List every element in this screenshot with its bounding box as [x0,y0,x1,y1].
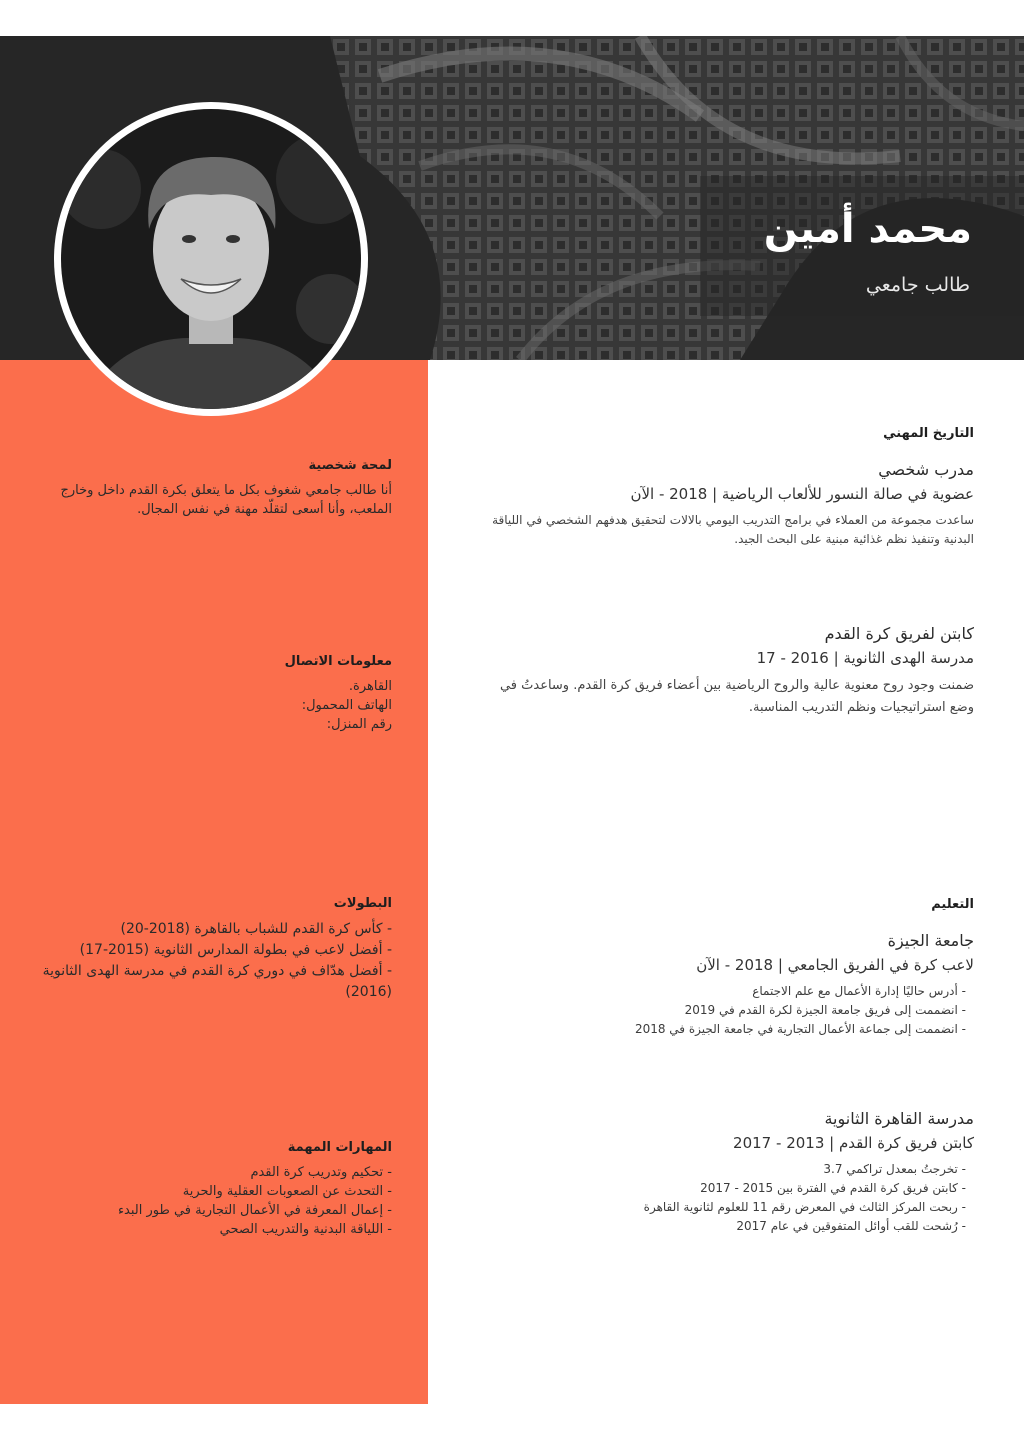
school-title: مدرسة القاهرة الثانوية [824,1109,974,1128]
championship-item: - كأس كرة القدم للشباب بالقاهرة (2018-20) [120,921,392,937]
education-school-1 [480,931,974,1039]
skill-item: - تحكيم وتدريب كرة القدم [250,1165,392,1180]
skills-section [40,1140,392,1239]
school-item: - أدرس حاليًا إدارة الأعمال مع علم الاجتماع [752,984,966,998]
career-heading-block [480,426,974,449]
education-heading: التعليم [931,897,974,912]
career-job-2 [480,624,974,719]
championship-item: - أفضل لاعب في بطولة المدارس الثانوية (2015-17) [79,942,392,958]
school-item: - رُشحت للقب أوائل المتفوقين في عام 2017 [736,1219,966,1233]
job-description: ساعدت مجموعة من العملاء في برامج التدريب اليومي بالالات لتحقيق هدفهم الشخصي في اللياقة البدنية وتنفيذ نظم غذائية مبنية على البحث الجيد. [492,513,974,546]
school-item: - انضممت إلى فريق جامعة الجيزة لكرة القدم في 2019 [684,1003,966,1017]
contact-mobile: الهاتف المحمول: [301,698,392,713]
championships-heading: البطولات [333,896,392,911]
profile-portrait-icon [61,109,361,409]
job-subtitle: عضوية في صالة النسور للألعاب الرياضية | 2018 - الآن [630,485,974,503]
skills-heading: المهارات المهمة [287,1140,392,1155]
job-description: ضمنت وجود روح معنوية عالية والروح الرياضية بين أعضاء فريق كرة القدم. وساعدتُ في وضع استراتيجيات ونظم التدريب المناسبة. [499,678,974,715]
profile-heading: لمحة شخصية [308,458,392,473]
job-subtitle: مدرسة الهدى الثانوية | 2016 - 17 [756,649,974,667]
skill-item: - إعمال المعرفة في الأعمال التجارية في طور البدء [117,1203,392,1218]
education-heading-block [480,897,974,920]
job-title: مدرب شخصي [878,460,974,479]
resume-title: طالب جامعي [865,274,970,296]
job-title: كابتن لفريق كرة القدم [824,624,974,643]
championship-item: - أفضل هدّاف في دوري كرة القدم في مدرسة الهدى الثانوية (2016) [42,963,392,1000]
contact-section [40,654,392,734]
school-item: - تخرجتُ بمعدل تراكمي 3.7 [823,1162,966,1176]
career-job-1 [480,460,974,549]
profile-text: أنا طالب جامعي شغوف بكل ما يتعلق بكرة القدم داخل وخارج الملعب، وأنا أسعى لتقلّد مهنة في نفس المجال. [60,483,392,517]
contact-heading: معلومات الاتصال [284,654,392,669]
school-subtitle: كابتن فريق كرة القدم | 2013 - 2017 [733,1134,974,1152]
career-heading: التاريخ المهني [883,426,974,441]
resume-name: محمد أمين [763,206,972,252]
contact-home-phone: رقم المنزل: [326,717,392,732]
school-item: - كابتن فريق كرة القدم في الفترة بين 2015 - 2017 [700,1181,966,1195]
contact-city: القاهرة. [348,679,392,694]
skill-item: - اللياقة البدنية والتدريب الصحي [219,1222,392,1237]
skill-item: - التحدث عن الصعوبات العقلية والحرية [182,1184,392,1199]
school-item: - ربحت المركز الثالث في المعرض رقم 11 للعلوم لثانوية القاهرة [643,1200,966,1214]
school-subtitle: لاعب كرة في الفريق الجامعي | 2018 - الآن [696,956,974,974]
education-school-2 [480,1109,974,1236]
profile-photo [54,102,368,416]
profile-section [40,458,392,519]
championships-section [40,896,392,1003]
school-item: - انضممت إلى جماعة الأعمال التجارية في جامعة الجيزة في 2018 [634,1022,966,1036]
school-title: جامعة الجيزة [887,931,974,950]
